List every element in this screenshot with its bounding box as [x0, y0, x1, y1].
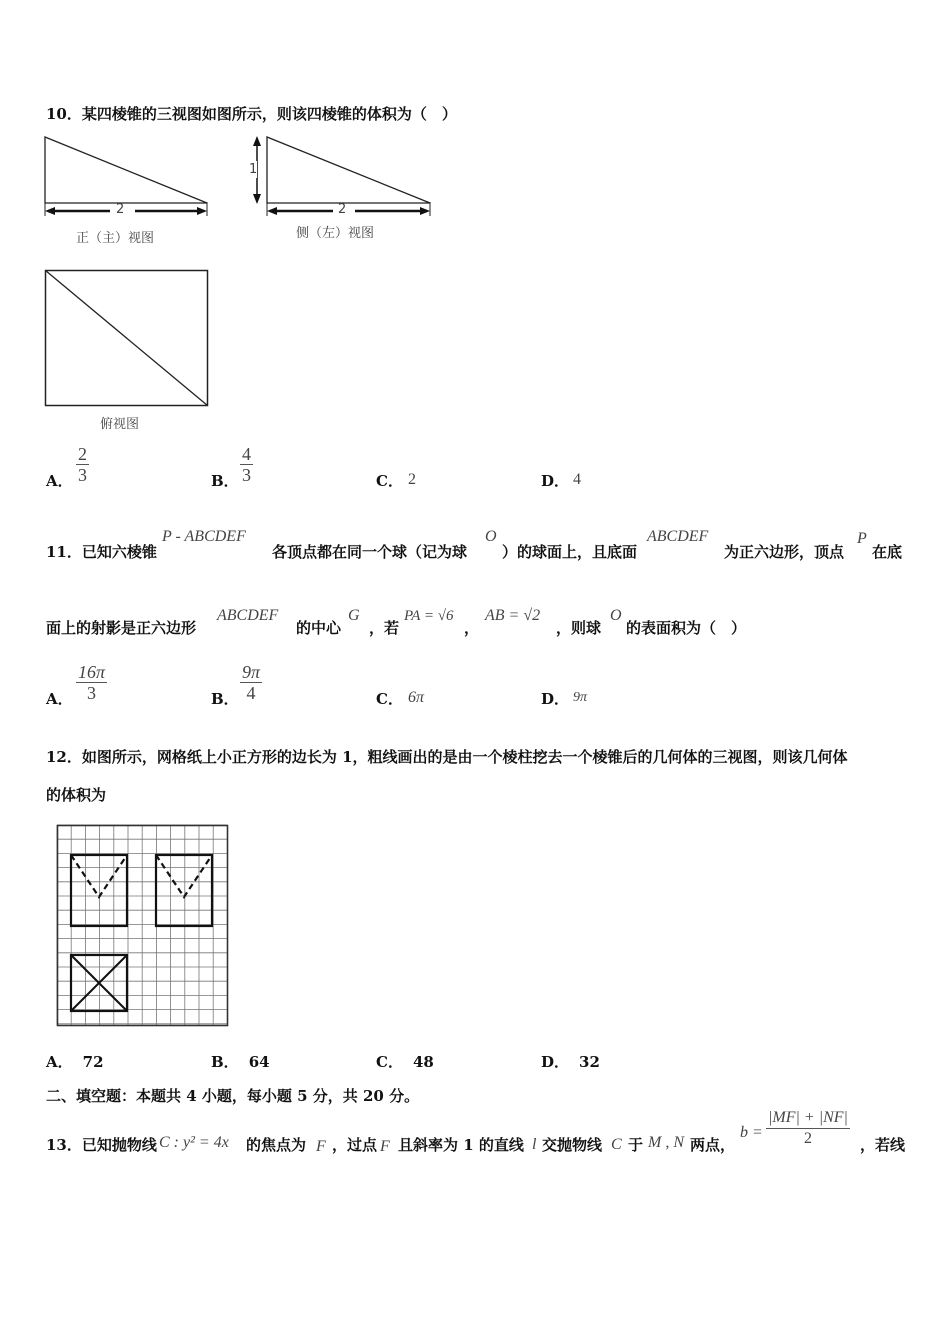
- q12-option-d-label: D．: [541, 1053, 570, 1071]
- front-view-figure: [40, 130, 220, 220]
- q10-option-b-num: 4: [242, 444, 251, 464]
- q12-option-d-value: 32: [579, 1053, 600, 1071]
- side-view-caption: 侧（左）视图: [296, 226, 375, 241]
- q11-math-8: AB = √2: [485, 607, 541, 624]
- q13-math-2: F: [316, 1138, 326, 1155]
- q13-math-3: F: [380, 1138, 390, 1155]
- q11-math-9: O: [610, 607, 622, 624]
- q11-text-2: 各顶点都在同一个球（记为球: [272, 543, 468, 561]
- q11-text-1: 已知六棱锥: [81, 543, 157, 561]
- q13-math-7: b =: [740, 1124, 763, 1141]
- q11-math-3: ABCDEF: [647, 528, 709, 545]
- q11-option-a-den: 3: [87, 683, 97, 703]
- q11-text-3: ）的球面上，且底面: [502, 543, 638, 561]
- grid-figure: [57, 825, 231, 1028]
- q13-math-1: C : y² = 4x: [159, 1134, 229, 1151]
- q11-math-1: P - ABCDEF: [162, 528, 246, 545]
- q11-option-d-value: 9π: [573, 690, 588, 705]
- q11-math-6: G: [348, 607, 360, 624]
- q13-text-3: ，过点: [332, 1136, 378, 1154]
- q10-number: 10．: [46, 105, 82, 123]
- q12-option-c-label: C．: [376, 1053, 403, 1071]
- q13-number-t1: [46, 1134, 157, 1155]
- q11-option-b-num: 9π: [242, 662, 261, 682]
- q13-fraction: [766, 1108, 850, 1149]
- q12-line-1: 12．如图所示，网格纸上小正方形的边长为 1，粗线画出的是由一个棱柱挖去一个棱锥后的几何体的三视图，则该几何体: [46, 748, 848, 766]
- q11-number-t1: [46, 541, 157, 562]
- q10-option-b-label: B．: [211, 472, 239, 490]
- q11-text-6: 面上的射影是正六边形: [46, 619, 197, 637]
- q10-option-a-label: A．: [46, 472, 73, 490]
- q11-option-b-label: B．: [211, 690, 239, 708]
- q11-text-8: ，若: [369, 619, 400, 637]
- q12-option-a: [46, 1051, 104, 1072]
- q11-option-a-value: [76, 662, 107, 703]
- q11-option-d-label: D．: [541, 690, 570, 708]
- q13-text-5: 交抛物线: [542, 1136, 603, 1154]
- q13-text-8: ，若线: [860, 1136, 906, 1154]
- section-2-heading: 二、填空题：本题共 4 小题，每小题 5 分，共 20 分。: [46, 1087, 420, 1105]
- q12-option-b: [211, 1051, 270, 1072]
- q10-option-a-value: [76, 444, 89, 485]
- q10-option-a-num: 2: [78, 444, 87, 464]
- front-view-caption: 正（主）视图: [76, 231, 155, 246]
- q12-option-b-label: B．: [211, 1053, 239, 1071]
- q11-text-11: 的表面积为（ ）: [626, 619, 747, 637]
- q10-text: 某四棱锥的三视图如图所示，则该四棱锥的体积为（ ）: [81, 105, 457, 123]
- q10-option-a-den: 3: [78, 465, 87, 485]
- q13-number: 13．: [46, 1136, 82, 1154]
- q11-text-5: 在底: [872, 543, 903, 561]
- q11-text-7: 的中心: [296, 619, 342, 637]
- q10-option-d-value: 4: [573, 471, 581, 488]
- q11-option-a-label: A．: [46, 690, 73, 708]
- q11-math-5: ABCDEF: [217, 607, 279, 624]
- q11-math-7: PA = √6: [404, 608, 454, 624]
- q13-frac-num: |MF| + |NF|: [766, 1108, 850, 1129]
- grid-front-dashed: [71, 855, 127, 897]
- front-view-dimension: 2: [116, 202, 125, 217]
- q13-frac-den: 2: [803, 1130, 812, 1147]
- q12-line-2: 的体积为: [46, 786, 107, 804]
- q10-option-d-label: D．: [541, 472, 570, 490]
- q10-stem: [46, 103, 457, 124]
- q13-text-1: 已知抛物线: [81, 1136, 157, 1154]
- q11-option-c-label: C．: [376, 690, 403, 708]
- q12-option-b-value: 64: [248, 1053, 270, 1071]
- q13-math-6: M , N: [648, 1134, 684, 1151]
- q11-text-4: 为正六边形，顶点: [724, 543, 845, 561]
- q11-text-9: ，: [464, 619, 480, 637]
- q13-text-7: 两点，: [690, 1136, 736, 1154]
- q12-option-a-label: A．: [46, 1053, 73, 1071]
- q10-option-b-value: [240, 444, 253, 485]
- q10-option-b-den: 3: [242, 465, 251, 485]
- q13-math-5: C: [611, 1136, 622, 1153]
- q13-text-2: 的焦点为: [246, 1136, 307, 1154]
- side-view-height: 1: [249, 162, 258, 177]
- q11-math-4: P: [857, 530, 867, 547]
- q13-text-6: 于: [628, 1136, 644, 1154]
- q13-text-4: 且斜率为 1 的直线: [398, 1136, 524, 1154]
- q12-option-c-value: 48: [412, 1053, 434, 1071]
- q11-math-2: O: [485, 528, 497, 545]
- grid-side-dashed: [156, 855, 212, 897]
- q10-option-c-value: 2: [408, 471, 416, 488]
- q12-option-d: [541, 1051, 600, 1072]
- q12-option-c: [376, 1051, 434, 1072]
- q11-option-c-value: 6π: [408, 689, 425, 706]
- q11-number: 11．: [46, 543, 82, 561]
- q13-math-4: l: [532, 1136, 537, 1153]
- q11-option-a-num: 16π: [78, 662, 106, 682]
- q11-option-b-den: 4: [246, 683, 256, 703]
- top-view-caption: 俯视图: [100, 417, 140, 432]
- q10-option-c-label: C．: [376, 472, 403, 490]
- top-view-figure: [44, 269, 210, 409]
- side-view-dimension: 2: [338, 202, 347, 217]
- q11-text-10: ，则球: [556, 619, 602, 637]
- q12-option-a-value: 72: [82, 1053, 104, 1071]
- q11-option-b-value: [240, 662, 262, 703]
